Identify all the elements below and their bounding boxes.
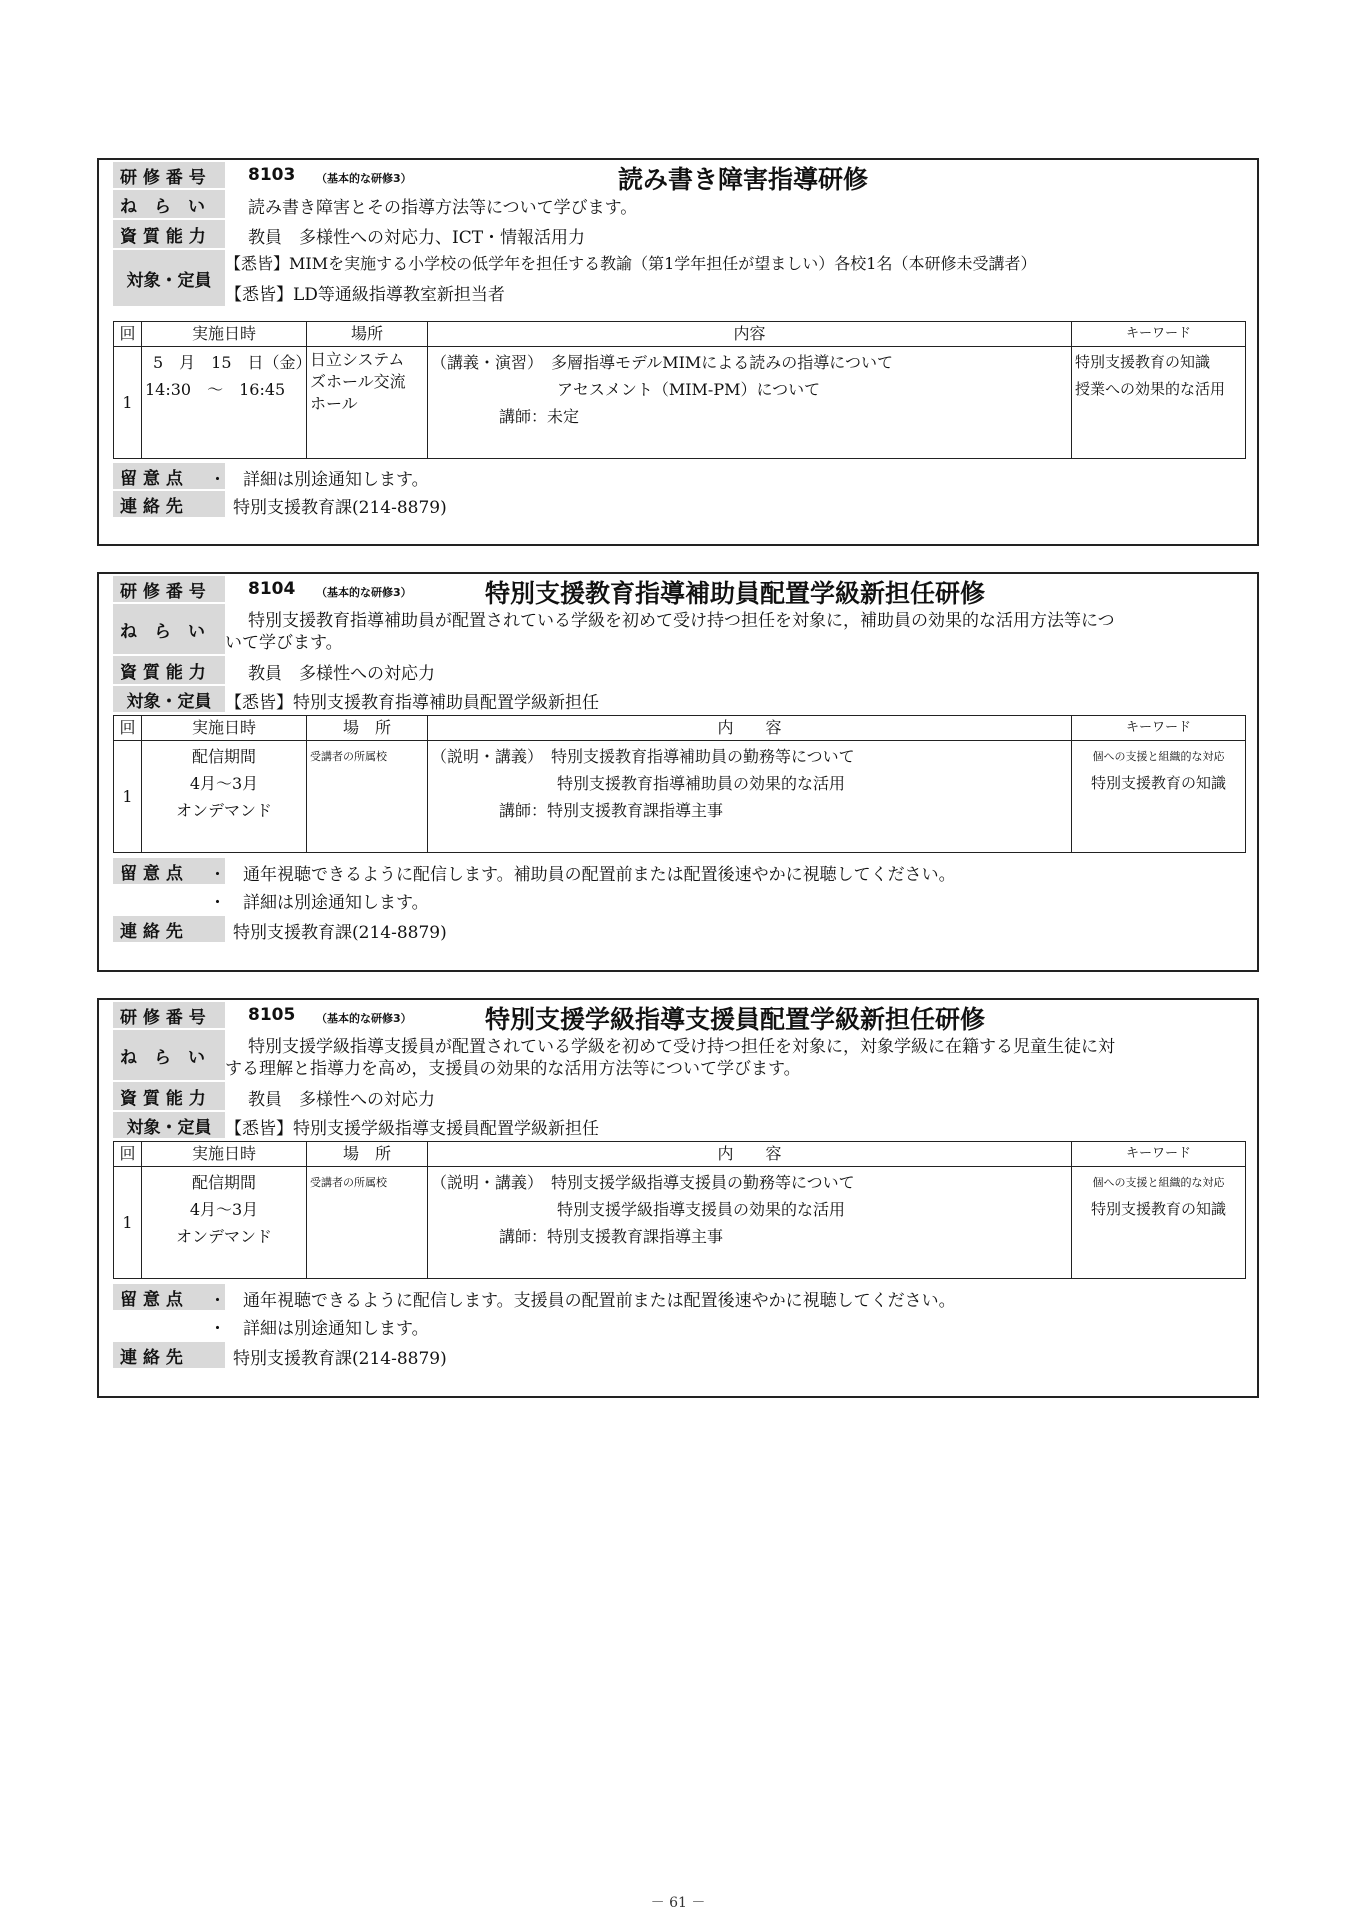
session-place <box>307 347 428 459</box>
schedule-row <box>114 741 1246 853</box>
session-place: 受講者の所属校 <box>307 741 428 853</box>
datetime-line-1: 配信期間 <box>191 1173 256 1192</box>
keyword-2: 授業への効果的な活用 <box>1075 380 1226 398</box>
target-row <box>113 686 1243 712</box>
course-category: （基本的な研修3） <box>316 586 412 599</box>
schedule-table <box>113 1141 1246 1279</box>
session-content <box>428 1167 1072 1279</box>
session-number: 1 <box>114 741 142 853</box>
content-line-1: （説明・講義） 特別支援学級指導支援員の勤務等について <box>431 1173 855 1192</box>
keyword-1: 特別支援教育の知識 <box>1075 353 1211 371</box>
notes-row <box>113 1284 1243 1340</box>
session-keywords <box>1072 741 1246 853</box>
header-keywords: キーワード <box>1072 322 1246 347</box>
course-number-row <box>113 162 1243 194</box>
aim-row <box>113 1030 1243 1080</box>
session-content <box>428 347 1072 459</box>
header-place: 場 所 <box>307 716 428 741</box>
label-contact: 連 絡 先 <box>113 916 225 942</box>
header-place: 場所 <box>307 322 428 347</box>
aim-row <box>113 190 1243 218</box>
aim-text: 読み書き障害とその指導方法等について学びます。 <box>248 198 638 218</box>
aim-line-2: する理解と指導力を高め，支援員の効果的な活用方法等について学びます。 <box>225 1059 801 1079</box>
header-datetime: 実施日時 <box>142 1142 307 1167</box>
session-datetime <box>142 347 312 459</box>
session-datetime <box>142 741 307 853</box>
place-line-2: ズホール交流 <box>310 372 406 391</box>
label-target: 対象・定員 <box>113 1112 225 1138</box>
course-card-8103 <box>97 158 1259 546</box>
course-number-row <box>113 1002 1243 1034</box>
session-number: 1 <box>114 347 142 459</box>
session-content <box>428 741 1072 853</box>
session-place: 受講者の所属校 <box>307 1167 428 1279</box>
label-ability: 資 質 能 力 <box>113 656 225 684</box>
label-contact: 連 絡 先 <box>113 491 225 517</box>
target-row <box>113 1112 1243 1138</box>
content-instructor: 講師：特別支援教育課指導主事 <box>499 1227 724 1246</box>
course-category: （基本的な研修3） <box>316 172 412 185</box>
contact-text: 特別支援教育課(214-8879) <box>233 498 447 518</box>
note-1: ・ 通年視聴できるように配信します。支援員の配置前または配置後速やかに視聴してください。 <box>209 1291 956 1311</box>
header-place: 場 所 <box>307 1142 428 1167</box>
schedule-header-row <box>114 322 1246 347</box>
ability-row <box>113 656 1243 684</box>
note-1: ・ 通年視聴できるように配信します。補助員の配置前または配置後速やかに視聴してください。 <box>209 865 956 885</box>
target-text: 【悉皆】特別支援学級指導支援員配置学級新担任 <box>225 1119 599 1139</box>
content-line-1: （講義・演習） 多層指導モデルMIMによる読みの指導について <box>431 353 893 372</box>
header-no: 回 <box>114 1142 142 1167</box>
course-title: 特別支援教育指導補助員配置学級新担任研修 <box>485 579 986 608</box>
label-target: 対象・定員 <box>113 250 225 306</box>
schedule-row <box>114 347 1246 459</box>
label-course-number: 研 修 番 号 <box>113 576 225 602</box>
label-ability: 資 質 能 力 <box>113 220 225 248</box>
note-2: ・ 詳細は別途通知します。 <box>209 893 429 913</box>
schedule-row <box>114 1167 1246 1279</box>
note-2: ・ 詳細は別途通知します。 <box>209 1319 429 1339</box>
target-text: 【悉皆】特別支援教育指導補助員配置学級新担任 <box>225 693 599 713</box>
ability-text: 教員 多様性への対応力 <box>248 1090 435 1110</box>
label-aim: ね ら い <box>113 190 225 218</box>
header-no: 回 <box>114 322 142 347</box>
datetime-line-3: オンデマンド <box>175 1227 272 1246</box>
content-instructor: 講師：特別支援教育課指導主事 <box>499 801 724 820</box>
label-target: 対象・定員 <box>113 686 225 712</box>
label-course-number: 研 修 番 号 <box>113 162 225 188</box>
header-content: 内容 <box>428 322 1072 347</box>
header-datetime: 実施日時 <box>142 716 307 741</box>
contact-row <box>113 1342 1243 1368</box>
course-card-8104 <box>97 572 1259 972</box>
course-title: 読み書き障害指導研修 <box>618 165 869 194</box>
course-number-row <box>113 576 1243 608</box>
contact-row <box>113 916 1243 942</box>
label-notes: 留 意 点 <box>113 1284 225 1310</box>
schedule-table <box>113 715 1246 853</box>
keyword-1: 個への支援と組織的な対応 <box>1092 750 1225 763</box>
place-line-3: ホール <box>310 394 358 413</box>
content-line-2: 特別支援教育指導補助員の効果的な活用 <box>557 774 846 793</box>
header-content: 内 容 <box>428 716 1072 741</box>
target-row <box>113 250 1243 308</box>
session-number: 1 <box>114 1167 142 1279</box>
ability-row <box>113 220 1243 248</box>
label-notes: 留 意 点 <box>113 858 225 884</box>
course-category: （基本的な研修3） <box>316 1012 412 1025</box>
ability-row <box>113 1082 1243 1110</box>
datetime-line-2: 4月～3月 <box>189 1200 259 1219</box>
target-line-1: 【悉皆】MIMを実施する小学校の低学年を担任する教諭（第1学年担任が望ましい）各校1名（本研修未受講者） <box>225 254 1037 273</box>
contact-row <box>113 491 1243 517</box>
keyword-2: 特別支援教育の知識 <box>1090 1200 1226 1218</box>
place-line-1: 日立システム <box>310 350 405 369</box>
course-card-8105 <box>97 998 1259 1398</box>
session-datetime <box>142 1167 307 1279</box>
ability-text: 教員 多様性への対応力、ICT・情報活用力 <box>248 228 586 248</box>
content-instructor: 講師：未定 <box>499 407 580 426</box>
course-number: 8105 <box>248 1005 296 1025</box>
label-notes: 留 意 点 <box>113 463 225 489</box>
notes-row <box>113 463 1243 489</box>
contact-text: 特別支援教育課(214-8879) <box>233 1349 447 1369</box>
header-keywords: キーワード <box>1072 1142 1246 1167</box>
header-content: 内 容 <box>428 1142 1072 1167</box>
notes-row <box>113 858 1243 914</box>
datetime-time: 14:30 ～ 16:45 <box>145 380 286 399</box>
contact-text: 特別支援教育課(214-8879) <box>233 923 447 943</box>
label-aim: ね ら い <box>113 604 225 654</box>
datetime-line-2: 4月～3月 <box>189 774 259 793</box>
datetime-date: 5 月 15 日（金） <box>153 353 312 372</box>
schedule-table <box>113 321 1246 459</box>
aim-line-1: 特別支援教育指導補助員が配置されている学級を初めて受け持つ担任を対象に，補助員の効果的な活用方法等につ <box>248 611 1115 631</box>
header-datetime: 実施日時 <box>142 322 307 347</box>
aim-line-1: 特別支援学級指導支援員が配置されている学級を初めて受け持つ担任を対象に，対象学級に在籍する児童生徒に対 <box>248 1037 1115 1057</box>
label-contact: 連 絡 先 <box>113 1342 225 1368</box>
session-keywords <box>1072 347 1246 459</box>
session-keywords <box>1072 1167 1246 1279</box>
keyword-1: 個への支援と組織的な対応 <box>1092 1176 1225 1189</box>
content-line-2: 特別支援学級指導支援員の効果的な活用 <box>557 1200 846 1219</box>
ability-text: 教員 多様性への対応力 <box>248 664 435 684</box>
note-1: ・ 詳細は別途通知します。 <box>209 470 429 490</box>
course-title: 特別支援学級指導支援員配置学級新担任研修 <box>485 1005 986 1034</box>
label-ability: 資 質 能 力 <box>113 1082 225 1110</box>
label-aim: ね ら い <box>113 1030 225 1080</box>
target-line-2: 【悉皆】LD等通級指導教室新担当者 <box>225 285 505 305</box>
header-keywords: キーワード <box>1072 716 1246 741</box>
content-line-1: （説明・講義） 特別支援教育指導補助員の勤務等について <box>431 747 855 766</box>
schedule-header-row <box>114 1142 1246 1167</box>
course-number: 8103 <box>248 165 296 185</box>
header-no: 回 <box>114 716 142 741</box>
keyword-2: 特別支援教育の知識 <box>1090 774 1226 792</box>
content-line-2: アセスメント（MIM-PM）について <box>557 380 821 399</box>
aim-line-2: いて学びます。 <box>225 633 343 653</box>
aim-row <box>113 604 1243 654</box>
course-number: 8104 <box>248 579 296 599</box>
datetime-line-3: オンデマンド <box>175 801 272 820</box>
datetime-line-1: 配信期間 <box>191 747 256 766</box>
schedule-header-row <box>114 716 1246 741</box>
page-number: － 61 － <box>650 1895 706 1911</box>
label-course-number: 研 修 番 号 <box>113 1002 225 1028</box>
